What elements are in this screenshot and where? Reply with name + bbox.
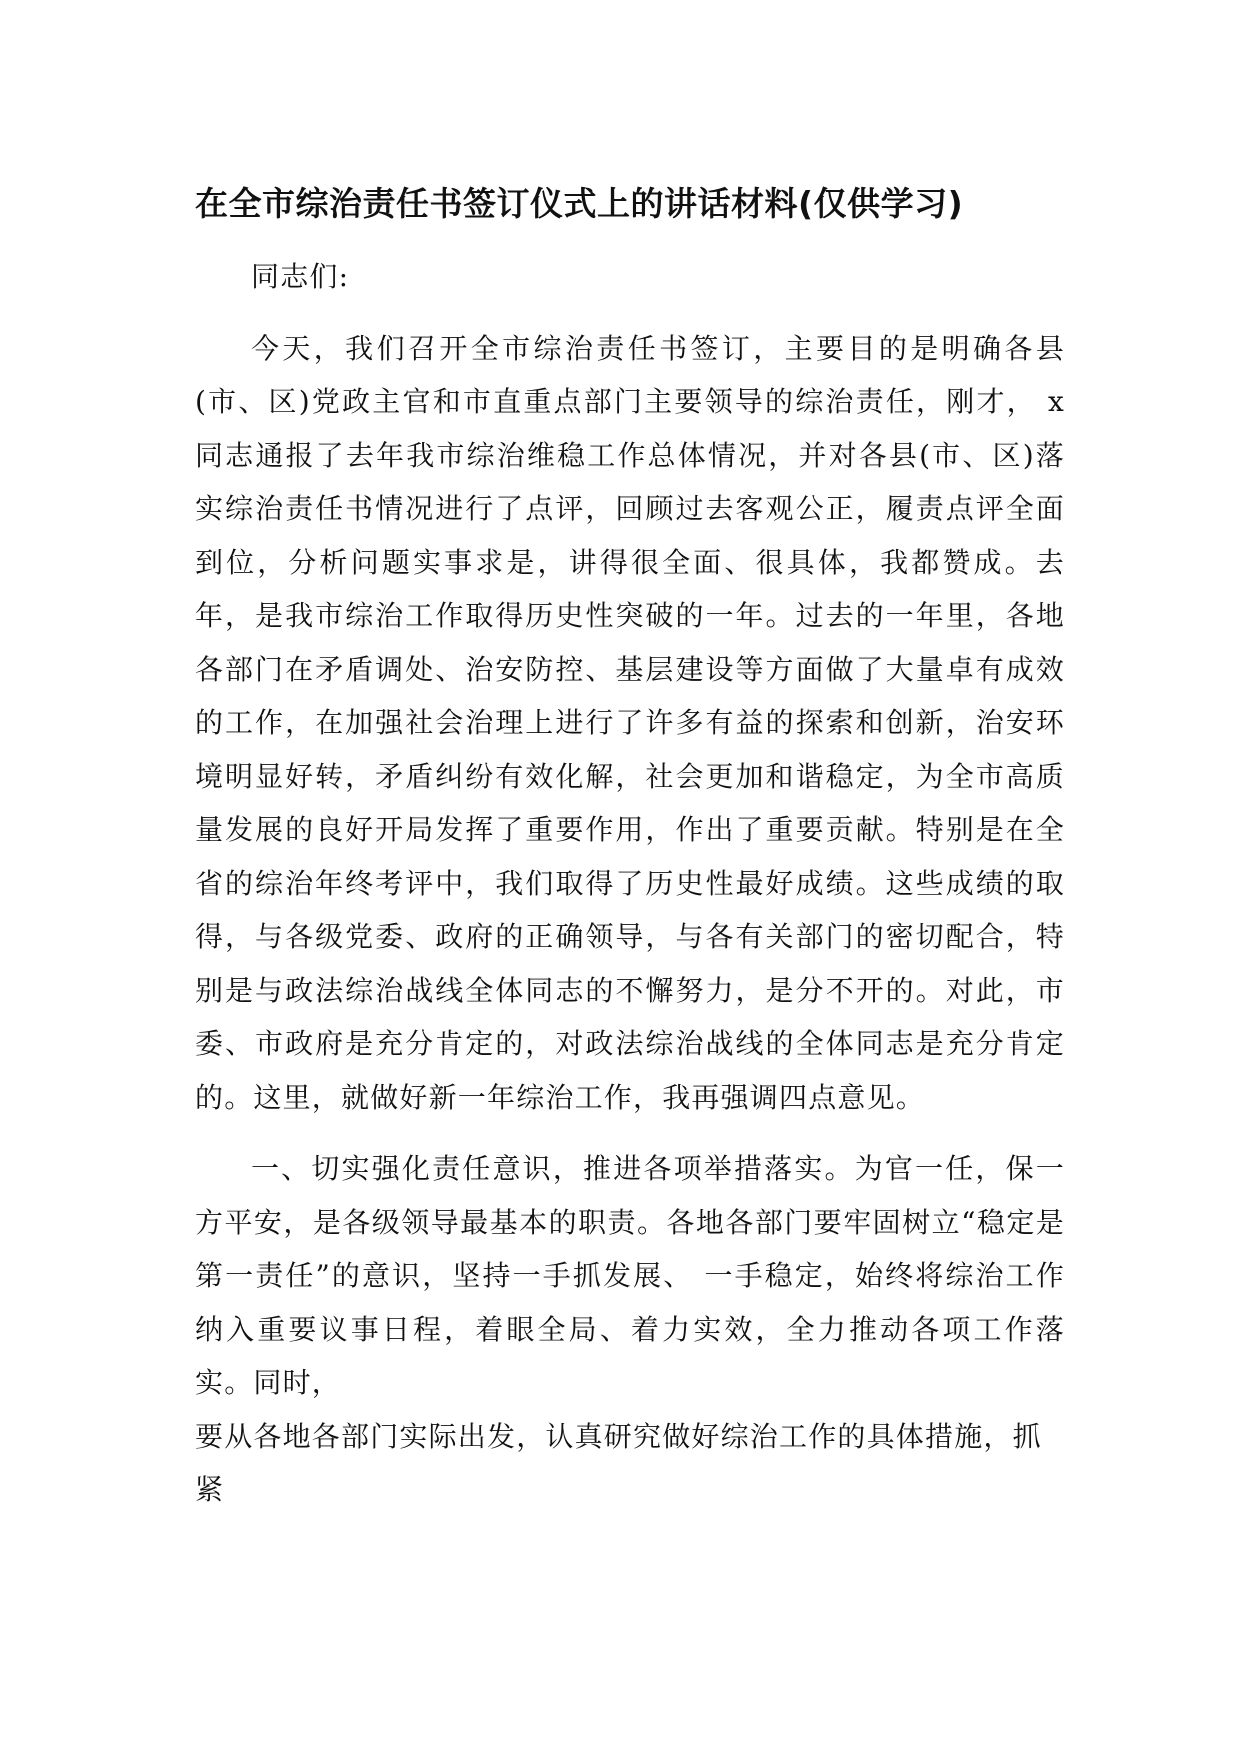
paragraph-continuation: 要从各地各部门实际出发，认真研究做好综治工作的具体措施，抓紧: [195, 1419, 1042, 1506]
salutation: 同志们:: [251, 260, 350, 293]
paragraph-point-one: 一、切实强化责任意识，推进各项举措落实。为官一任，保一方平安，是各级领导最基本的职责。各地各部门要牢固树立“稳定是第一责任”的意识，坚持一手抓发展、 一手稳定，始终将综治工作纳入重要议事日程，着眼全局、着力实效，全力推动各项工作落实。同时，: [195, 1152, 1065, 1399]
document-body: [195, 250, 1065, 1517]
paragraph-intro: 今天，我们召开全市综治责任书签订，主要目的是明确各县(市、区)党政主官和市直重点部门主要领导的综治责任，刚才， x 同志通报了去年我市综治维稳工作总体情况，并对各县(市、区)落实综治责任书情况进行了点评，回顾过去客观公正，履责点评全面到位，分析问题实事求是，讲得很全面、很具体，我都赞成。去年，是我市综治工作取得历史性突破的一年。过去的一年里，各地各部门在矛盾调处、治安防控、基层建设等方面做了大量卓有成效的工作，在加强社会治理上进行了许多有益的探索和创新，治安环境明显好转，矛盾纠纷有效化解，社会更加和谐稳定，为全市高质量发展的良好开局发挥了重要作用，作出了重要贡献。特别是在全省的综治年终考评中，我们取得了历史性最好成绩。这些成绩的取得，与各级党委、政府的正确领导，与各有关部门的密切配合，特别是与政法综治战线全体同志的不懈努力，是分不开的。对此，市委、市政府是充分肯定的，对政法综治战线的全体同志是充分肯定的。这里，就做好新一年综治工作，我再强调四点意见。: [195, 331, 1065, 1114]
document-title: 在全市综治责任书签订仪式上的讲话材料(仅供学习): [195, 184, 964, 223]
